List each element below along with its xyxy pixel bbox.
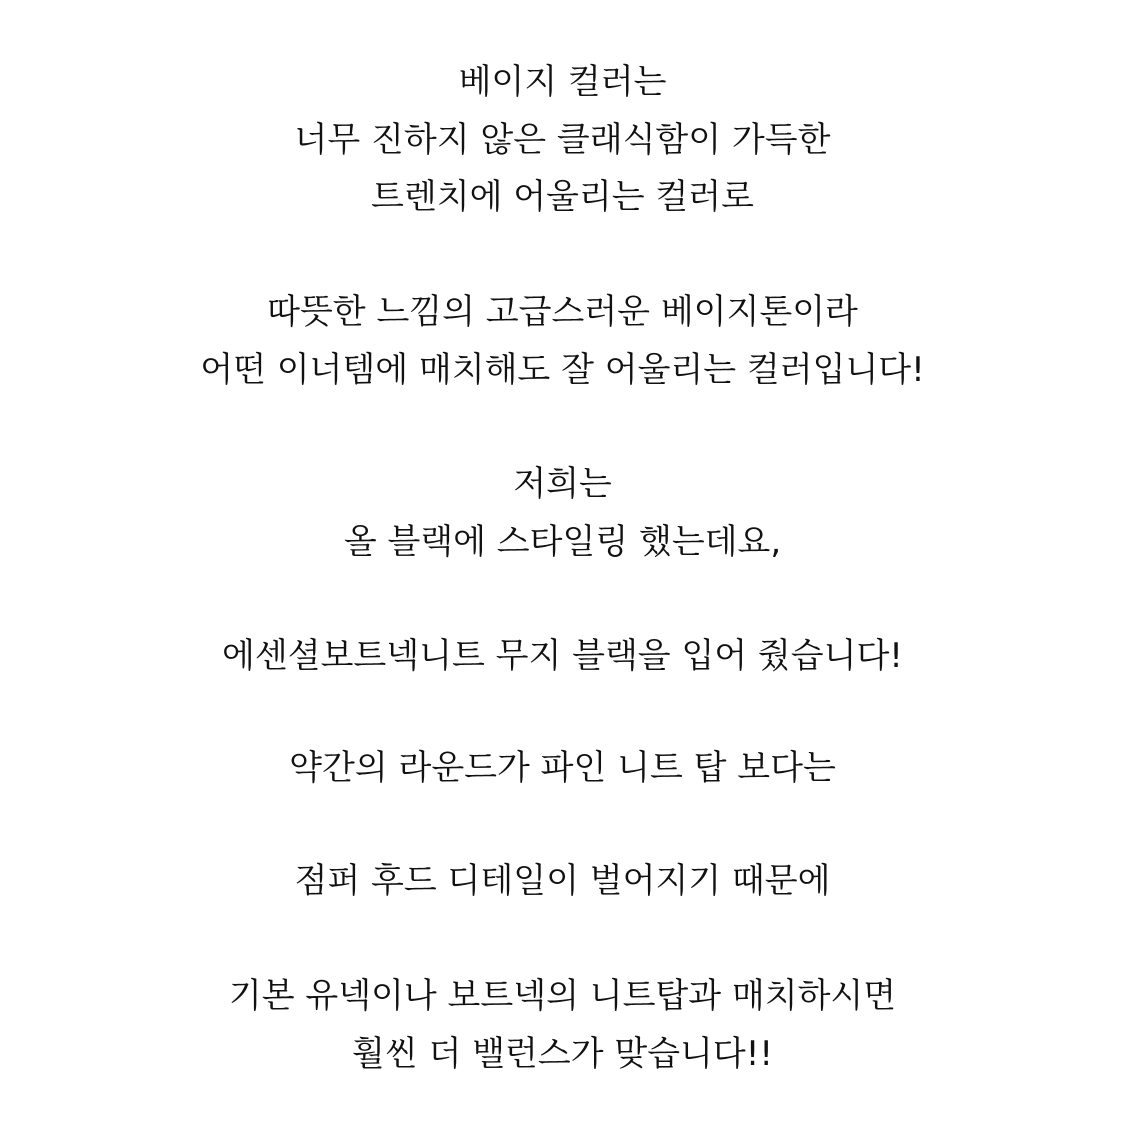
text-line: 따뜻한 느낌의 고급스러운 베이지톤이라 [267,292,858,332]
text-line: 베이지 컬러는 [458,62,667,102]
text-line: 너무 진하지 않은 클래식함이 가득한 [294,120,831,160]
text-line: 저희는 [513,464,612,504]
text-line: 어떤 이너템에 매치해도 잘 어울리는 컬러입니다! [200,350,925,390]
text-line: 에센셜보트넥니트 무지 블랙을 입어 줬습니다! [222,636,903,676]
text-line: 트렌치에 어울리는 컬러로 [371,177,754,217]
text-line: 기본 유넥이나 보트넥의 니트탑과 매치하시면 [228,976,897,1016]
text-line: 약간의 라운드가 파인 니트 탑 보다는 [289,748,836,788]
text-line: 점퍼 후드 디테일이 벌어지기 때문에 [294,861,831,901]
text-line: 훨씬 더 밸런스가 맞습니다!! [352,1034,773,1074]
text-line: 올 블랙에 스타일링 했는데요, [343,522,782,562]
